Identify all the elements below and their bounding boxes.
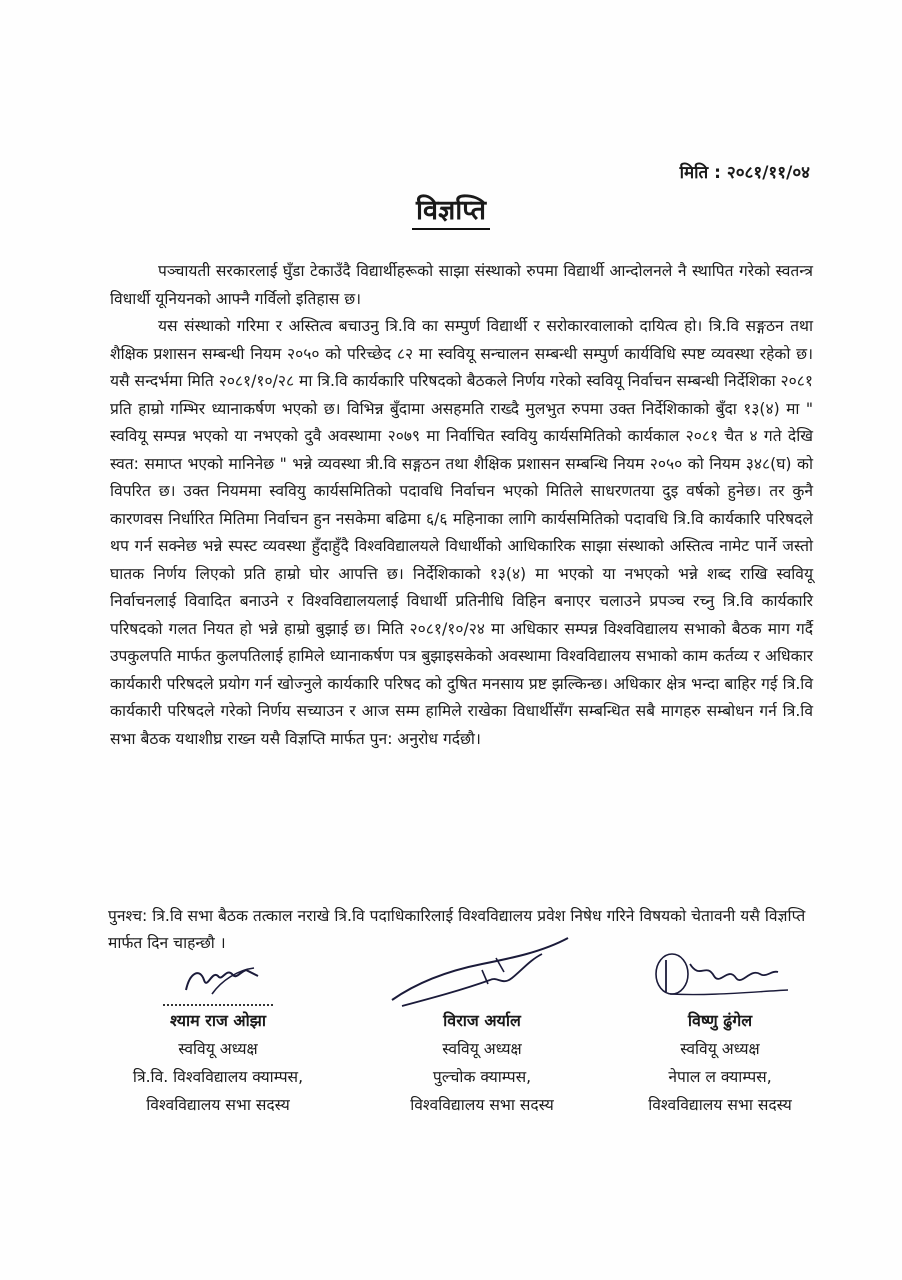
signatory-name: विष्णु ढुंगेल (687, 1011, 753, 1030)
handwritten-signature-icon (372, 950, 592, 1010)
paragraph-main: यस संस्थाको गरिमा र अस्तित्व बचाउनु त्रि.वि का सम्पुर्ण विद्यार्थी र सरोकारवालाको दायित्व हो। त्रि.वि सङ्गठन तथा शैक्षिक प्रशासन सम्बन्धी नियम २०५० को परिच्छेद ८२ मा स्ववियू सन्चालन सम्बन्धी सम्पुर्ण कार्यविधि स्पष्ट व्यवस्था रहेको छ। यसै सन्दर्भमा मिति २०८१/१०/२८ मा त्रि.वि कार्यकारि परिषदको बैठकले निर्णय गरेको स्ववियू निर्वाचन सम्बन्धी निर्देशिका २०८१ प्रति हाम्रो गम्भिर ध्यानाकर्षण भएको छ। विभिन्न बुँदामा असहमति राख्दै मुलभुत रुपमा उक्त निर्देशिकाको बुँदा १३(४) मा " स्ववियू सम्पन्न भएको या नभएको दुवै अवस्थामा २०७९ मा निर्वाचित स्ववियु कार्यसमितिको कार्यकाल २०८१ चैत ४ गते देखि स्वत: समाप्त भएको मानिनेछ " भन्ने व्यवस्था त्री.वि सङ्गठन तथा शैक्षिक प्रशासन सम्बन्धि नियम २०५० को नियम ३४८(घ) को विपरित छ। उक्त नियममा स्ववियु कार्यसमितिको पदावधि निर्वाचन भएको मितिले साधरणतया दुइ वर्षको हुनेछ। तर कुनै कारणवस निर्धारित मितिमा निर्वाचन हुन नसकेमा बढिमा ६/६ महिनाका लागि कार्यसमितिको पदावधि त्रि.वि कार्यकारि परिषदले थप गर्न सक्नेछ भन्ने स्पस्ट व्यवस्था हुँदाहुँदै विश्वविद्यालयले विधार्थीको आधिकारिक साझा संस्थाको अस्तित्व नामेट पार्ने जस्तो घातक निर्णय लिएको प्रति हाम्रो घोर आपत्ति छ। निर्देशिकाको १३(४) मा भएको या नभएको भन्ने शब्द राखि स्ववियू निर्वाचनलाई विवादित बनाउने र विश्वविद्यालयलाई विधार्थी प्रतिनीधि विहिन बनाएर चलाउने प्रपञ्च रच्नु त्रि.वि कार्यकारि परिषदको गलत नियत हो भन्ने हाम्रो बुझाई छ। मिति २०८१/१०/२४ मा अधिकार सम्पन्न विश्वविद्यालय सभाको बैठक माग गर्दै उपकुलपति मार्फत कुलपतिलाई हामिले ध्यानाकर्षण पत्र बुझाइसकेको अवस्थामा विश्वविद्यालय सभाको काम कर्तव्य र अधिकार कार्यकारी परिषदले प्रयोग गर्न खोज्नुले कार्यकारि परिषद को दुषित मनसाय प्रष्ट झल्किन्छ। अधिकार क्षेत्र भन्दा बाहिर गई त्रि.वि कार्यकारी परिषदले गरेको निर्णय सच्याउन र आज सम्म हामिले राखेका विधार्थीसँग सम्बन्धित सबै मागहरु सम्बोधन गर्न त्रि.वि सभा बैठक यथाशीघ्र राख्न यसै विज्ञप्ति मार्फत पुन: अनुरोध गर्दछौ। (110, 317, 813, 748)
signatory-membership: विश्वविद्यालय सभा सदस्य (146, 1096, 290, 1114)
notice-title (0, 190, 902, 227)
notice-body (110, 258, 813, 753)
signatory-campus: पुल्चोक क्याम्पस, (432, 1068, 532, 1086)
signatory-block (610, 950, 830, 1119)
signatory-campus: त्रि.वि. विश्वविद्यालय क्याम्पस, (132, 1068, 304, 1086)
notice-date: मिति : २०८१/११/०४ (679, 163, 810, 183)
signatory-name: विराज अर्याल (443, 1011, 521, 1030)
postscript: पुनश्च: त्रि.वि सभा बैठक तत्काल नराखे त्रि.वि पदाधिकारिलाई विश्वविद्यालय प्रवेश निषेध गरिने विषयको चेतावनी यसै विज्ञप्ति मार्फत दिन चाहन्छौ । (108, 907, 806, 952)
signatory-block (108, 950, 328, 1119)
signatory-block (372, 950, 592, 1119)
notice-title-text: विज्ञप्ति (412, 195, 490, 230)
signatory-membership: विश्वविद्यालय सभा सदस्य (410, 1096, 554, 1114)
signature-area (610, 950, 830, 1005)
signatory-role: स्ववियू अध्यक्ष (442, 1040, 522, 1058)
signature-line (163, 994, 273, 1006)
signatory-role: स्ववियू अध्यक्ष (178, 1040, 258, 1058)
signature-area (108, 950, 328, 1005)
signatory-role: स्ववियू अध्यक्ष (680, 1040, 760, 1058)
signature-area (372, 950, 592, 1005)
signatory-campus: नेपाल ल क्याम्पस, (668, 1068, 772, 1086)
handwritten-signature-icon (610, 950, 830, 1010)
signatory-membership: विश्वविद्यालय सभा सदस्य (648, 1096, 792, 1114)
paragraph-history: पञ्चायती सरकारलाई घुँडा टेकाउँदै विद्यार्थीहरूको साझा संस्थाको रुपमा विद्यार्थी आन्दोलनले नै स्थापित गरेको स्वतन्त्र विधार्थी यूनियनको आफ्नै गर्विलो इतिहास छ। (110, 262, 813, 308)
signatory-name: श्याम राज ओझा (169, 1011, 267, 1030)
